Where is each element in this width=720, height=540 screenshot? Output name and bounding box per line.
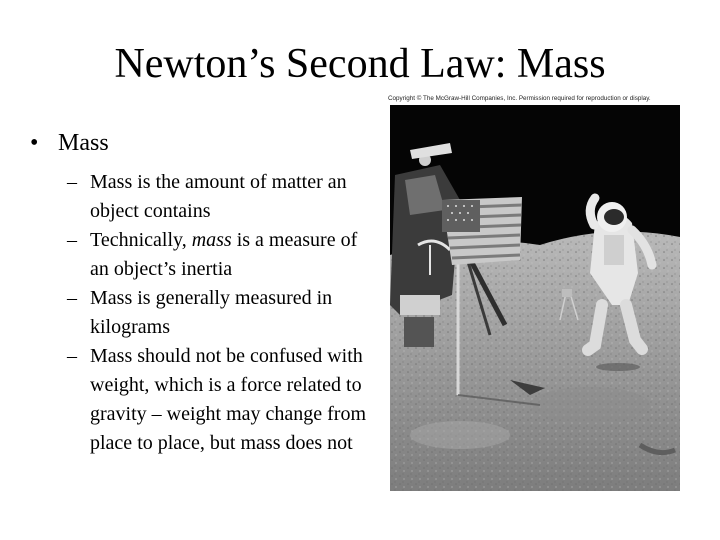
bullet-list bbox=[30, 128, 380, 458]
subbullet-text: Technically, mass is a measure of an object’s inertia bbox=[90, 229, 358, 280]
subbullet-marker: – bbox=[67, 229, 77, 251]
subbullet-text: Mass is generally measured in kilograms bbox=[90, 287, 333, 338]
subbullet-marker: – bbox=[67, 171, 77, 193]
subbullet-item bbox=[30, 226, 380, 284]
subbullet-text: Mass should not be confused with weight, which is a force related to gravity – weight may change from place to place, but mass does not bbox=[90, 345, 367, 454]
subbullet-text: Mass is the amount of matter an object contains bbox=[90, 171, 347, 222]
copyright-notice: Copyright © The McGraw-Hill Companies, Inc. Permission required for reproduction or display. bbox=[388, 95, 651, 102]
subbullet-list bbox=[30, 168, 380, 458]
subbullet-marker: – bbox=[67, 287, 77, 309]
subbullet-item bbox=[30, 168, 380, 226]
subbullet-item bbox=[30, 284, 380, 342]
subbullet-marker: – bbox=[67, 345, 77, 367]
bullet-text: Mass bbox=[58, 130, 109, 156]
moon-astronaut-photo bbox=[390, 105, 680, 491]
subbullet-item bbox=[30, 342, 380, 458]
slide-title: Newton’s Second Law: Mass bbox=[114, 41, 606, 87]
emphasis-mass: mass bbox=[191, 229, 232, 251]
bullet-item bbox=[30, 128, 380, 158]
bullet-marker: • bbox=[30, 130, 39, 156]
